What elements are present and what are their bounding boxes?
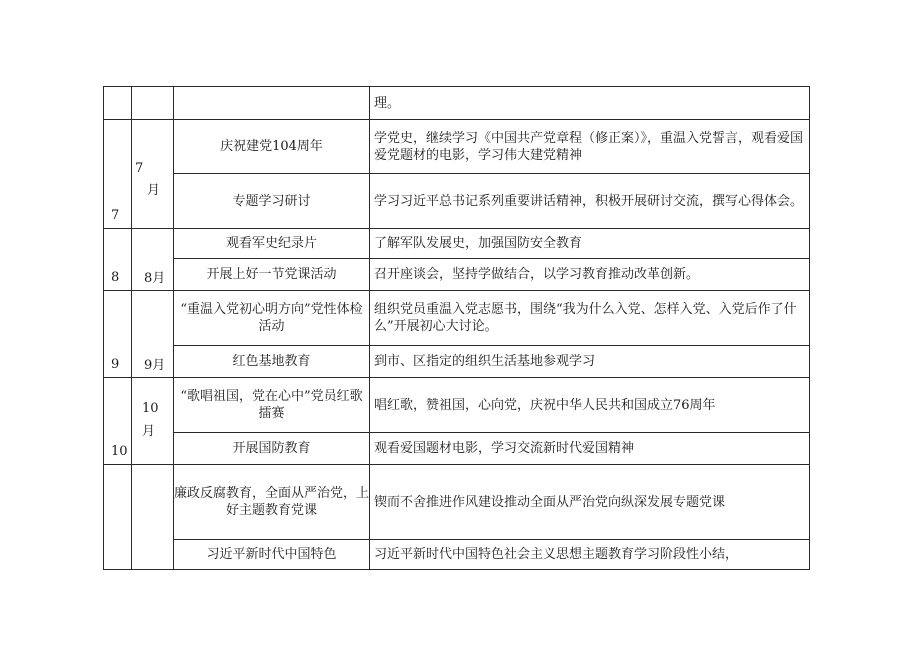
activity-cell: “歌唱祖国，党在心中”党员红歌擂赛 <box>174 378 370 433</box>
row-number: 7 <box>111 208 120 223</box>
month-label-line1: 7 <box>135 161 144 176</box>
number-cell <box>104 465 132 570</box>
month-cell <box>132 465 174 570</box>
number-cell <box>104 87 132 120</box>
table-row <box>104 87 810 120</box>
content-cell: 习近平新时代中国特色社会主义思想主题教育学习阶段性小结， <box>370 540 810 570</box>
content-cell: 了解军队发展史，加强国防安全教育 <box>370 229 810 259</box>
month-cell <box>132 229 174 291</box>
month-label: 9月 <box>144 358 166 373</box>
month-cell <box>132 291 174 378</box>
content-cell: 锲而不舍推进作风建设推动全面从严治党向纵深发展专题党课 <box>370 465 810 540</box>
number-cell <box>104 120 132 229</box>
number-cell <box>104 229 132 291</box>
number-cell <box>104 378 132 465</box>
table-row <box>104 540 810 570</box>
month-cell <box>132 87 174 120</box>
table-row <box>104 346 810 378</box>
activity-cell: 开展上好一节党课活动 <box>174 259 370 291</box>
month-label-line2: 月 <box>142 424 156 439</box>
content-cell: 理。 <box>370 87 810 120</box>
activity-cell: 专题学习研讨 <box>174 174 370 229</box>
activity-cell: 开展国防教育 <box>174 433 370 465</box>
table-row <box>104 259 810 291</box>
table-row <box>104 229 810 259</box>
activity-cell: 观看军史纪录片 <box>174 229 370 259</box>
content-cell: 唱红歌，赞祖国，心向党，庆祝中华人民共和国成立76周年 <box>370 378 810 433</box>
content-cell: 召开座谈会，坚持学做结合，以学习教育推动改革创新。 <box>370 259 810 291</box>
table-row <box>104 465 810 540</box>
row-number: 10 <box>111 444 128 459</box>
table-row <box>104 174 810 229</box>
activity-plan-table <box>103 86 810 570</box>
month-label: 8月 <box>144 271 166 286</box>
table-row <box>104 291 810 346</box>
activity-cell: 习近平新时代中国特色 <box>174 540 370 570</box>
content-cell: 观看爱国题材电影，学习交流新时代爱国精神 <box>370 433 810 465</box>
row-number: 8 <box>111 270 120 285</box>
content-cell: 组织党员重温入党志愿书，围绕“我为什么入党、怎样入党、入党后作了什么”开展初心大讨论。 <box>370 291 810 346</box>
activity-cell <box>174 87 370 120</box>
activity-cell: 红色基地教育 <box>174 346 370 378</box>
row-number: 9 <box>111 357 120 372</box>
number-cell <box>104 291 132 378</box>
activity-cell: 庆祝建党104周年 <box>174 120 370 174</box>
content-cell: 学习习近平总书记系列重要讲话精神，积极开展研讨交流，撰写心得体会。 <box>370 174 810 229</box>
table-row <box>104 120 810 174</box>
month-label-line1: 10 <box>142 401 159 416</box>
activity-cell: 廉政反腐教育，全面从严治党，上好主题教育党课 <box>174 465 370 540</box>
table-row <box>104 433 810 465</box>
month-label-line2: 月 <box>147 183 161 198</box>
table-row <box>104 378 810 433</box>
activity-cell: “重温入党初心明方向”党性体检活动 <box>174 291 370 346</box>
content-cell: 学党史，继续学习《中国共产党章程（修正案）》，重温入党誓言，观看爱国爱党题材的电影，学习伟大建党精神 <box>370 120 810 174</box>
month-cell <box>132 120 174 229</box>
month-cell <box>132 378 174 465</box>
content-cell: 到市、区指定的组织生活基地参观学习 <box>370 346 810 378</box>
